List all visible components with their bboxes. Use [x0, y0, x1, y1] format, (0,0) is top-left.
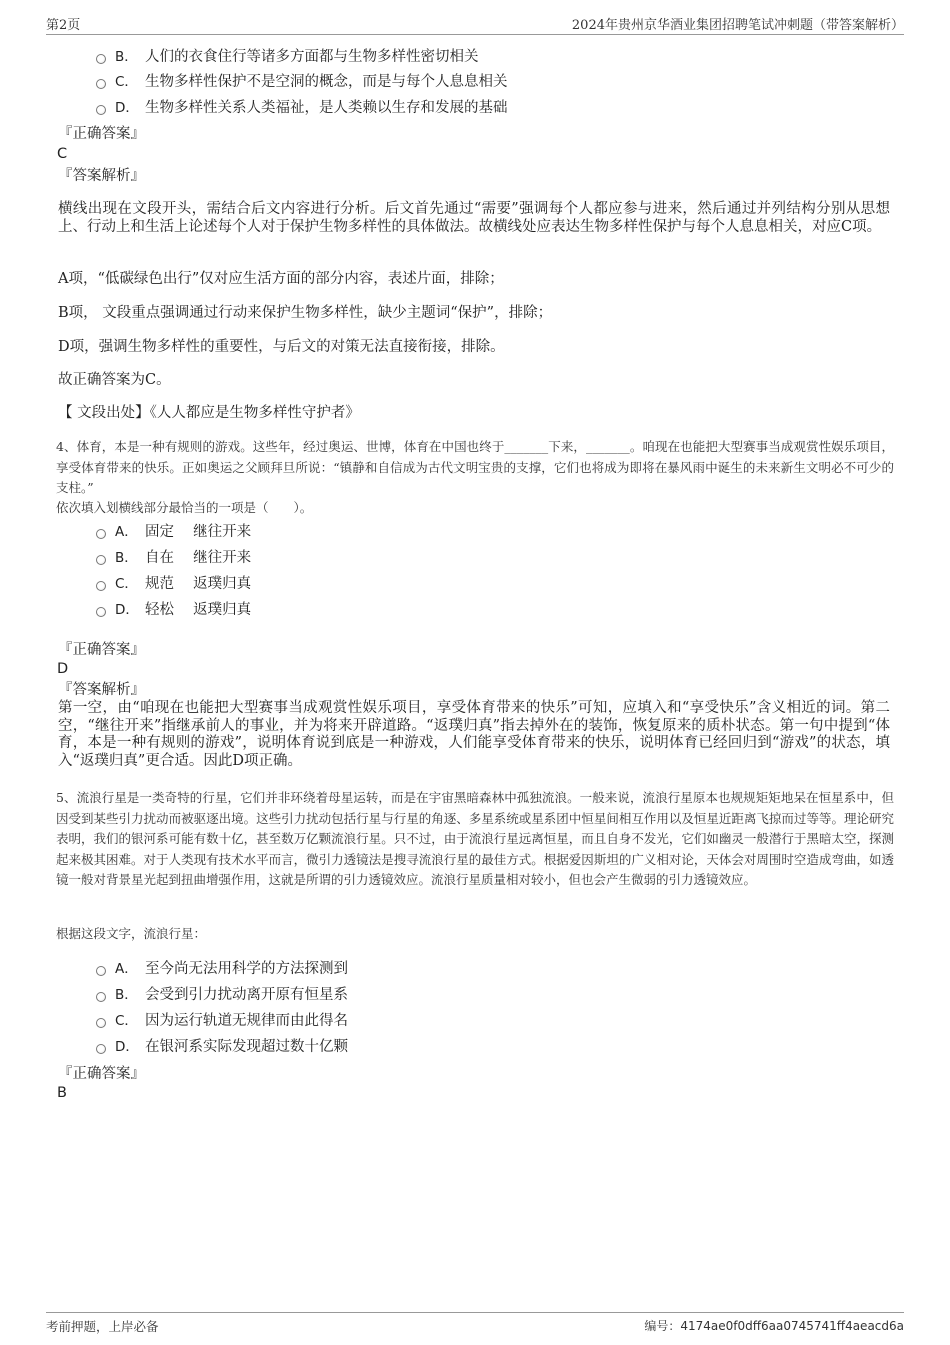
option-b[interactable]: B． 会受到引力扰动离开原有恒星系 — [96, 985, 348, 1005]
footer-slogan: 考前押题，上岸必备 — [46, 1319, 159, 1334]
page-number: 第2页 — [46, 18, 81, 33]
option-d[interactable]: D． 轻松 返璞归真 — [96, 600, 251, 620]
document-title: 2024年贵州京华酒业集团招聘笔试冲刺题（带答案解析） — [571, 18, 904, 33]
correct-answer-label: 『正确答案』 — [58, 126, 145, 142]
analysis-paragraph: B项， 文段重点强调通过行动来保护生物多样性，缺少主题词“保护”，排除； — [58, 305, 553, 321]
analysis-label: 『答案解析』 — [58, 682, 145, 698]
option-d[interactable]: D． 生物多样性关系人类福祉，是人类赖以生存和发展的基础 — [96, 98, 508, 118]
option-c[interactable]: C． 规范 返璞归真 — [96, 574, 251, 594]
correct-answer-label: 『正确答案』 — [58, 642, 145, 658]
radio-icon[interactable] — [96, 607, 106, 617]
radio-icon[interactable] — [96, 54, 106, 64]
analysis-paragraph: 横线出现在文段开头，需结合后文内容进行分析。后文首先通过“需要”强调每个人都应参与进来，然后通过并列结构分别从思想上、行动上和生活上论述每个人对于保护生物多样性的具体做法。故横线处应表达生物多样性保护与每个人息息相关，对应C项。 — [58, 201, 890, 235]
radio-icon[interactable] — [96, 581, 106, 591]
question-stem: 4、体育，本是一种有规则的游戏。这些年，经过奥运、世博，体育在中国也终于_______下来，_______。咱现在也能把大型赛事当成观赏性娱乐项目，享受体育带来的快乐。正如奥运之父顾拜旦所说：“镇静和自信成为古代文明宝贵的支撑，它们也将成为即将在暴风雨中诞生的未来新生文明必不可少的支柱。” — [56, 439, 894, 495]
option-b[interactable]: B． 人们的衣食住行等诸多方面都与生物多样性密切相关 — [96, 47, 479, 67]
page-header — [46, 14, 904, 35]
radio-icon[interactable] — [96, 105, 106, 115]
question-prompt: 依次填入划横线部分最恰当的一项是（ ）。 — [56, 500, 313, 515]
source-citation: 【 文段出处】《人人都应是生物多样性守护者》 — [58, 405, 360, 421]
correct-answer: D — [57, 661, 69, 677]
question-prompt: 根据这段文字，流浪行星： — [56, 926, 207, 941]
radio-icon[interactable] — [96, 1018, 106, 1028]
correct-answer: C — [57, 146, 68, 162]
analysis-paragraph: 第一空，由“咱现在也能把大型赛事当成观赏性娱乐项目，享受体育带来的快乐”可知，应填入和“享受快乐”含义相近的词。第二空，“继往开来”指继承前人的事业，并为将来开辟道路。“返璞归真”指去掉外在的装饰，恢复原来的质朴状态。第一句中提到“体育，本是一种有规则的游戏”，说明体育说到底是一种游戏，人们能享受体育带来的快乐，说明体育已经回归到“游戏”的状态，填入“返璞归真”更合适。因此D项正确。 — [58, 700, 890, 769]
analysis-paragraph: D项，强调生物多样性的重要性，与后文的对策无法直接衔接，排除。 — [58, 339, 505, 355]
radio-icon[interactable] — [96, 1044, 106, 1054]
option-b[interactable]: B． 自在 继往开来 — [96, 548, 251, 568]
option-d[interactable]: D． 在银河系实际发现超过数十亿颗 — [96, 1037, 348, 1057]
radio-icon[interactable] — [96, 529, 106, 539]
radio-icon[interactable] — [96, 79, 106, 89]
option-c[interactable]: C． 生物多样性保护不是空洞的概念，而是与每个人息息相关 — [96, 72, 508, 92]
analysis-paragraph: A项，“低碳绿色出行”仅对应生活方面的部分内容，表述片面，排除； — [58, 271, 504, 287]
correct-answer: B — [57, 1085, 67, 1101]
page-footer — [46, 1312, 904, 1335]
radio-icon[interactable] — [96, 966, 106, 976]
analysis-paragraph: 故正确答案为C。 — [58, 372, 171, 388]
correct-answer-label: 『正确答案』 — [58, 1066, 145, 1082]
document-code: 编号：4174ae0f0dff6aa0745741ff4aeacd6a — [644, 1319, 904, 1333]
question-stem: 5、流浪行星是一类奇特的行星，它们并非环绕着母星运转，而是在宇宙黑暗森林中孤独流浪。一般来说，流浪行星原本也规规矩矩地呆在恒星系中，但因受到某些引力扰动而被驱逐出境。这些引力扰动包括行星与行星的角逐、多星系统或星系团中恒星间相互作用以及恒星近距离飞掠而过等等。理论研究表明，我们的银河系可能有数十亿，甚至数万亿颗流浪行星。只不过，由于流浪行星远离恒星，而且自身不发光，它们如幽灵一般潜行于黑暗太空，探测起来极其困难。对于人类现有技术水平而言，微引力透镜法是搜寻流浪行星的最佳方式。根据爱因斯坦的广义相对论，天体会对周围时空造成弯曲，如透镜一般对背景星光起到扭曲增强作用，这就是所谓的引力透镜效应。流浪行星质量相对较小，但也会产生微弱的引力透镜效应。 — [56, 790, 894, 887]
radio-icon[interactable] — [96, 992, 106, 1002]
analysis-label: 『答案解析』 — [58, 168, 145, 184]
radio-icon[interactable] — [96, 555, 106, 565]
option-c[interactable]: C． 因为运行轨道无规律而由此得名 — [96, 1011, 348, 1031]
option-a[interactable]: A． 固定 继往开来 — [96, 522, 251, 542]
option-a[interactable]: A． 至今尚无法用科学的方法探测到 — [96, 959, 348, 979]
